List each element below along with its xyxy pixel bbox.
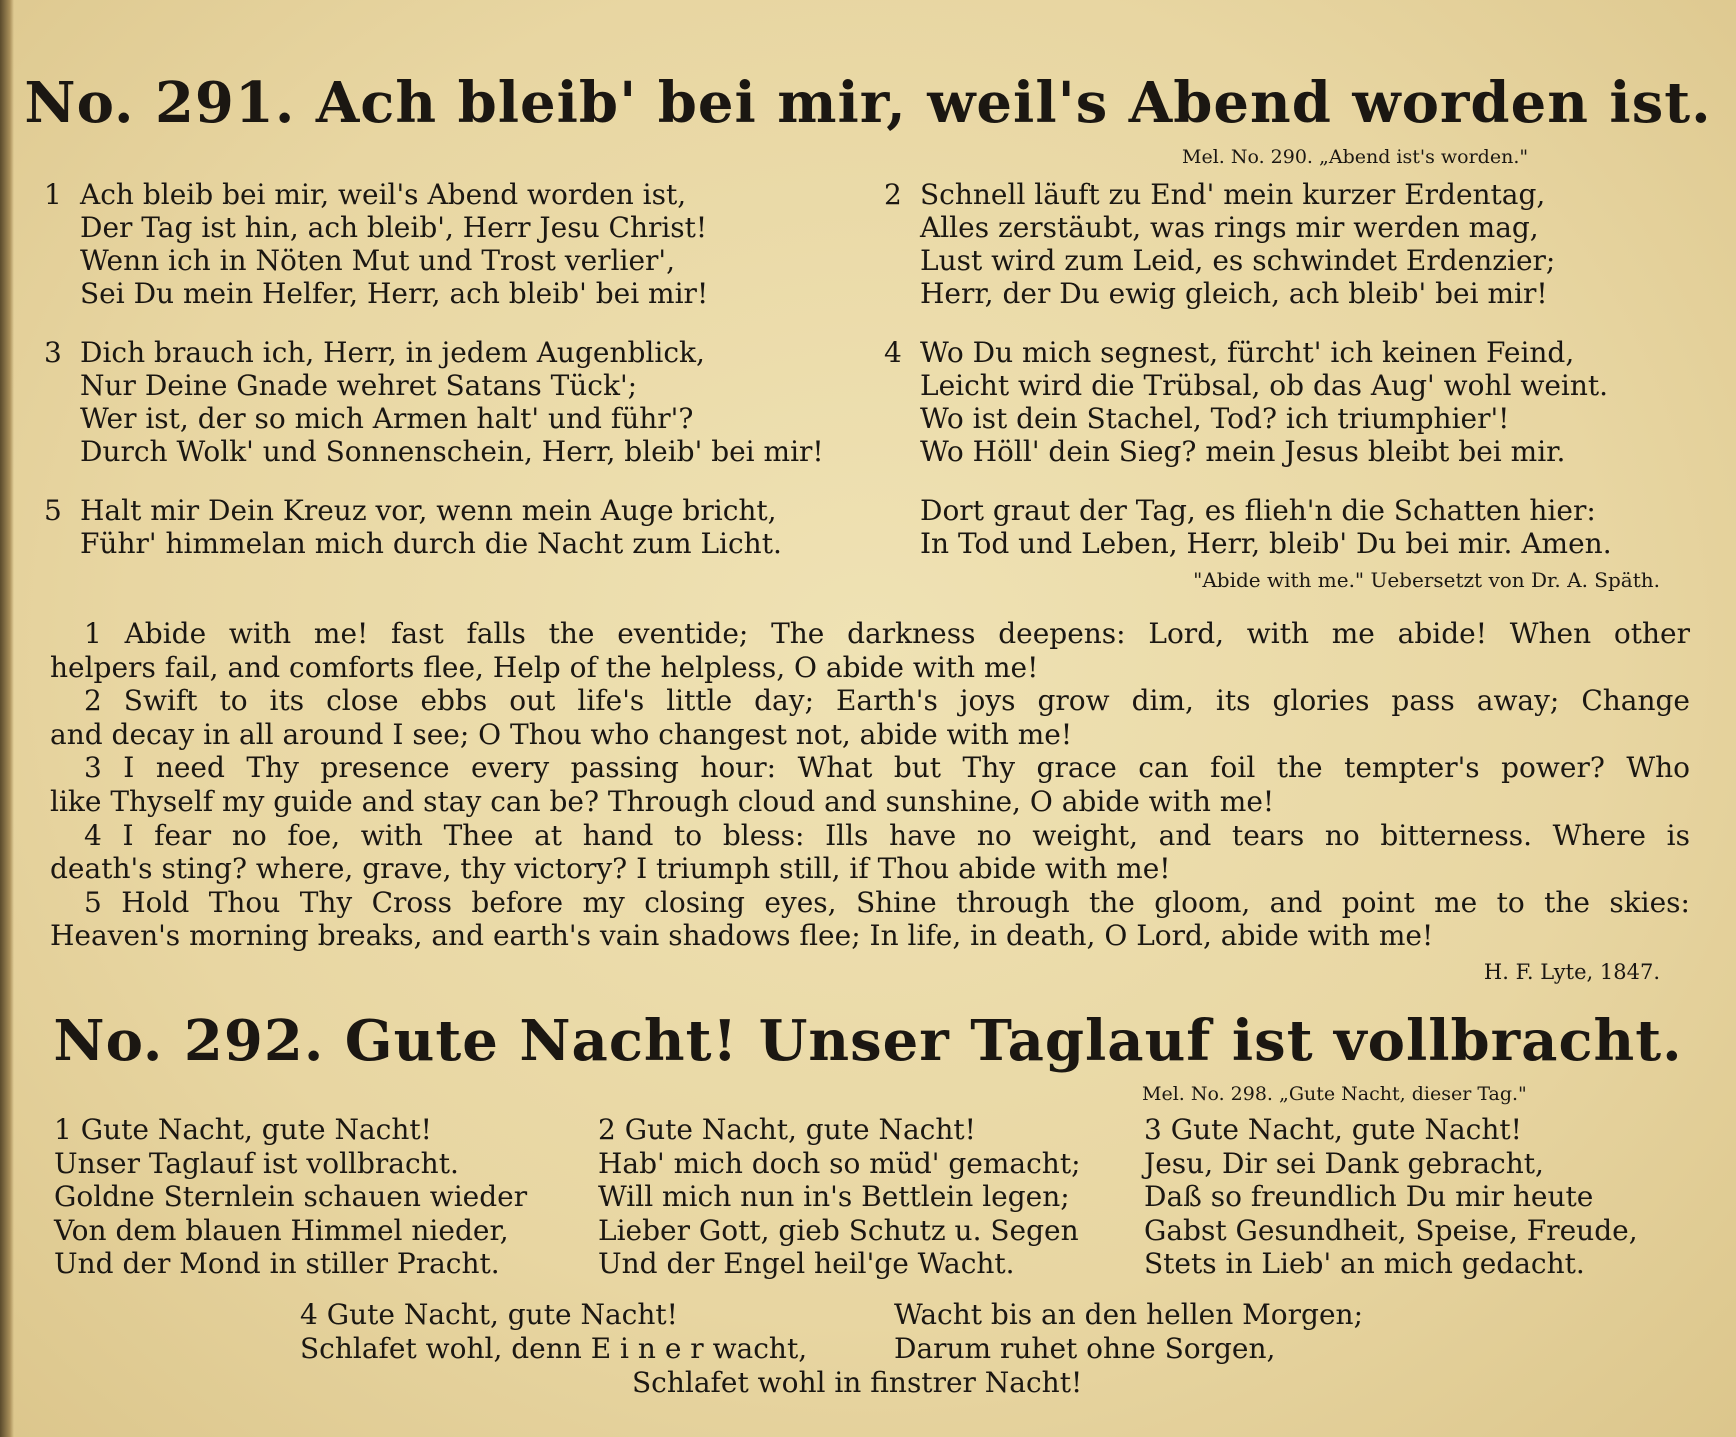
- english-line: like Thyself my guide and stay can be? Through cloud and sunshine, O abide with me!: [50, 784, 1275, 818]
- english-line: 1 Abide with me! fast falls the eventide; The darkness deepens: Lord, with me abide! When other: [84, 617, 1690, 650]
- hymn-291-verse-5-continued: Dort graut der Tag, es flieh'n die Schatten hier: In Tod und Leben, Herr, bleib' Du bei mir. Amen.: [920, 494, 1612, 560]
- book-spine-shadow: [0, 0, 14, 1437]
- english-line: helpers fail, and comforts flee, Help of the helpless, O abide with me!: [50, 650, 1039, 684]
- hymn-292-verse-4-right: Wacht bis an den hellen Morgen; Darum ruhet ohne Sorgen,: [894, 1298, 1363, 1365]
- english-line: 5 Hold Thou Thy Cross before my closing eyes, Shine through the gloom, and point me to the skies:: [84, 885, 1690, 919]
- hymn-292-title: No. 292. Gute Nacht! Unser Taglauf ist vollbracht.: [53, 1008, 1683, 1074]
- hymn-291-verse-2: 2 Schnell läuft zu End' mein kurzer Erdentag, Alles zerstäubt, was rings mir werden mag, Lust wird zum Leid, es schwindet Erdenzier; Herr, der Du ewig gleich, ach bleib' bei mir!: [884, 178, 1556, 310]
- hymn-291-verse-5: 5 Halt mir Dein Kreuz vor, wenn mein Auge bricht, Führ' himmelan mich durch die Nacht zum Licht.: [44, 494, 782, 560]
- hymn-author: H. F. Lyte, 1847.: [1483, 960, 1660, 984]
- translation-credit: "Abide with me." Uebersetzt von Dr. A. Späth.: [1193, 568, 1660, 592]
- hymn-291-verse-1: 1 Ach bleib bei mir, weil's Abend worden ist, Der Tag ist hin, ach bleib', Herr Jesu Christ! Wenn ich in Nöten Mut und Trost verlier', Sei Du mein Helfer, Herr, ach bleib' bei mir!: [44, 178, 709, 310]
- english-line: 4 I fear no foe, with Thee at hand to bless: Ills have no weight, and tears no bitterness. Where is: [84, 818, 1690, 852]
- english-line: death's sting? where, grave, thy victory? I triumph still, if Thou abide with me!: [50, 852, 1171, 886]
- hymn-292-verse-4-left: 4 Gute Nacht, gute Nacht! Schlafet wohl, denn E i n e r wacht,: [300, 1298, 808, 1365]
- english-line: 2 Swift to its close ebbs out life's little day; Earth's joys grow dim, its glories pass away; Change: [84, 684, 1690, 718]
- hymn-291-verse-4: 4 Wo Du mich segnest, fürcht' ich keinen Feind, Leicht wird die Trübsal, ob das Aug' wohl weint. Wo ist dein Stachel, Tod? ich triumphier'! Wo Höll' dein Sieg? mein Jesus bleibt bei mir.: [884, 336, 1609, 468]
- hymn-291-verse-3: 3 Dich brauch ich, Herr, in jedem Augenblick, Nur Deine Gnade wehret Satans Tück'; Wer ist, der so mich Armen halt' und führ'? Durch Wolk' und Sonnenschein, Herr, bleib' bei mir!: [44, 336, 824, 468]
- hymn-291-melody: Mel. No. 290. „Abend ist's worden.": [1182, 146, 1529, 168]
- hymn-292-verse-3: 3 Gute Nacht, gute Nacht! Jesu, Dir sei Dank gebracht, Daß so freundlich Du mir heute Gabst Gesundheit, Speise, Freude, Stets in Lieb' an mich gedacht.: [1144, 1113, 1638, 1280]
- hymn-292-verse-4-last: Schlafet wohl in finstrer Nacht!: [632, 1366, 1083, 1399]
- english-line: and decay in all around I see; O Thou who changest not, abide with me!: [50, 717, 1073, 751]
- english-line: Heaven's morning breaks, and earth's vain shadows flee; In life, in death, O Lord, abide with me!: [50, 919, 1434, 953]
- english-translation: [50, 617, 1690, 953]
- hymn-292-verse-1: 1 Gute Nacht, gute Nacht! Unser Taglauf ist vollbracht. Goldne Sternlein schauen wieder Von dem blauen Himmel nieder, Und der Mond in stiller Pracht.: [54, 1113, 528, 1280]
- hymn-292-melody: Mel. No. 298. „Gute Nacht, dieser Tag.": [1142, 1083, 1527, 1105]
- english-line: 3 I need Thy presence every passing hour: What but Thy grace can foil the tempter's power? Who: [84, 751, 1690, 785]
- hymn-291-title: No. 291. Ach bleib' bei mir, weil's Abend worden ist.: [24, 70, 1712, 136]
- hymn-292-verse-2: 2 Gute Nacht, gute Nacht! Hab' mich doch so müd' gemacht; Will mich nun in's Bettlein legen; Lieber Gott, gieb Schutz u. Segen Und der Engel heil'ge Wacht.: [598, 1113, 1081, 1280]
